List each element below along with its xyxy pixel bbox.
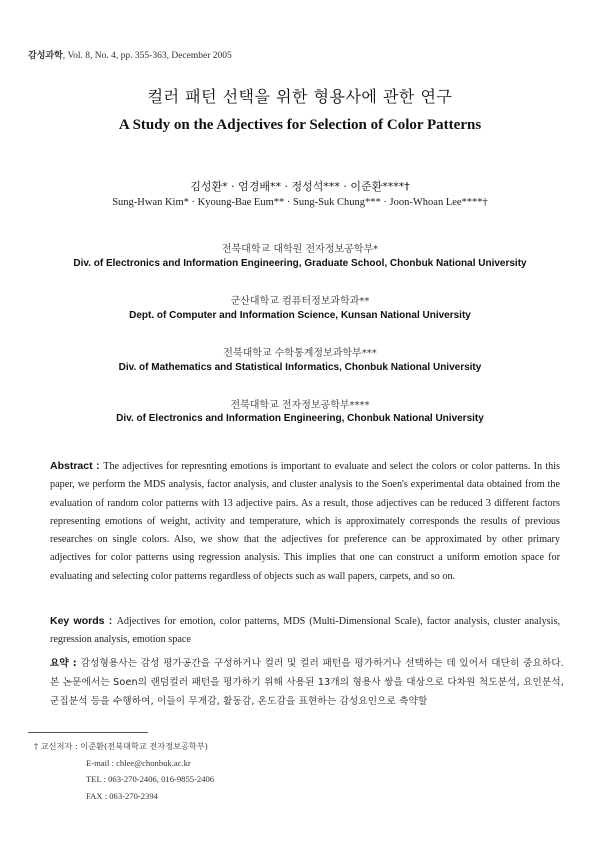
affiliation-4-english: Div. of Electronics and Information Engineering, Chonbuk National University [116, 413, 484, 424]
affiliation-3-korean: 전북대학교 수학통계정보과학부*** [223, 348, 377, 359]
abstract-text: The adjectives for represnting emotions is important to evaluate and select the colors or color patterns. In this paper, we perform the MDS analysis, factor analysis, and cluster analysis to the Soen's experimental data obtained from the evaluation of random color patterns with 13 adjective pairs. As a result, those adjectives can be reduced 3 different factors representing emotions of weight, activity and temperature, which is approximately corresponds the results of previous researches on single colors. Also, we show that the adjectives for preference can be approximated by other primary adjectives for color patterns using regression analysis. This implies that one can construct a uniform emotion space for evaluating and selecting color patterns regardless of objects such as wall papers, carpets, and so on. [50, 461, 560, 582]
footnote-divider [28, 732, 148, 733]
authors-korean: 김성환* · 엄경배** · 정성석*** · 이준환****† [190, 180, 410, 193]
abstract-label: Abstract [50, 460, 93, 472]
abstract-korean-text: 감성형용사는 감성 평가공간을 구성하거나 컬러 및 컬러 패턴을 평가하거나 선택하는 데 있어서 대단히 중요하다. 본 논문에서는 Soen의 랜덤컬러 패턴을 평가하기 위해 사용된 13개의 형용사 쌍을 대상으로 다차원 척도분석, 요인분석, 군집분석 등을 수행하여, 이들이 무게감, 활동감, 온도감을 표현하는 감성요인으로 축약할 [50, 658, 564, 707]
affiliation-2-korean: 군산대학교 컴퓨터정보과학과** [230, 296, 370, 307]
affiliation-4-korean: 전북대학교 전자정보공학부**** [230, 400, 370, 411]
journal-name: 감성과학 [28, 51, 63, 61]
affiliation-1-korean: 전북대학교 대학원 전자정보공학부* [221, 244, 379, 255]
footnote-tel: TEL : 063-270-2406, 016-9855-2406 [86, 774, 215, 784]
abstract-korean: 요약 : 감성형용사는 감성 평가공간을 구성하거나 컬러 및 컬러 패턴을 평가하거나 선택하는 데 있어서 대단히 중요하다. 본 논문에서는 Soen의 랜덤컬러 패턴을 평가하기 위해 사용된 13개의 형용사 쌍을 대상으로 다차원 척도분석, 요인분석, 군집분석 등을 수행하여, 이들이 무게감, 활동감, 온도감을 표현하는 감성요인으로 축약할 [50, 658, 564, 707]
keywords-text: Adjectives for emotion, color patterns, MDS (Multi-Dimensional Scale), factor analysis, cluster analysis, regression analysis, emotion space [50, 616, 560, 646]
affiliation-2-english: Dept. of Computer and Information Science, Kunsan National University [129, 310, 471, 321]
affiliation-3-english: Div. of Mathematics and Statistical Informatics, Chonbuk National University [118, 362, 482, 373]
journal-citation: Vol. 8, No. 4, pp. 355-363, December 2005 [67, 51, 232, 61]
title-english: A Study on the Adjectives for Selection of Color Patterns [118, 117, 482, 133]
abstract-korean-label: 요약 [50, 658, 69, 669]
footnote [34, 738, 214, 804]
footnote-fax: FAX : 063-270-2394 [86, 790, 158, 801]
title-korean: 컬러 패턴 선택을 위한 형용사에 관한 연구 [147, 87, 453, 106]
dagger-mark: † [34, 741, 39, 751]
keywords: Key words : Adjectives for emotion, color patterns, MDS (Multi-Dimensional Scale), factor analysis, cluster analysis, regression analysis, emotion space [50, 615, 560, 646]
footnote-email: E-mail : chlee@chonbuk.ac.kr [86, 757, 191, 768]
journal-header: 감성과학, Vol. 8, No. 4, pp. 355-363, December 2005 [28, 51, 232, 61]
keywords-label: Key words [50, 615, 105, 627]
corresponding-author: 교신저자 : 이준환(전북대학교 전자정보공학부) [40, 741, 208, 751]
authors-english: Sung-Hwan Kim* · Kyoung-Bae Eum** · Sung-Suk Chung*** · Joon-Whoan Lee****† [112, 197, 488, 208]
abstract-english: Abstract : The adjectives for represnting emotions is important to evaluate and select the colors or color patterns. In this paper, we perform the MDS analysis, factor analysis, and cluster analysis to the Soen's experimental data obtained from the evaluation of random color patterns with 13 adjective pairs. As a result, those adjectives can be reduced 3 different factors representing emotions of weight, activity and temperature, which is approximately corresponds the results of previous researches on single colors. Also, we show that the adjectives for preference can be approximated by other primary adjectives for color patterns using regression analysis. This implies that one can construct a uniform emotion space for evaluating and selecting color patterns regardless of objects such as wall papers, carpets, and so on. [50, 460, 560, 582]
affiliation-1-english: Div. of Electronics and Information Engineering, Graduate School, Chonbuk National University [73, 258, 527, 269]
